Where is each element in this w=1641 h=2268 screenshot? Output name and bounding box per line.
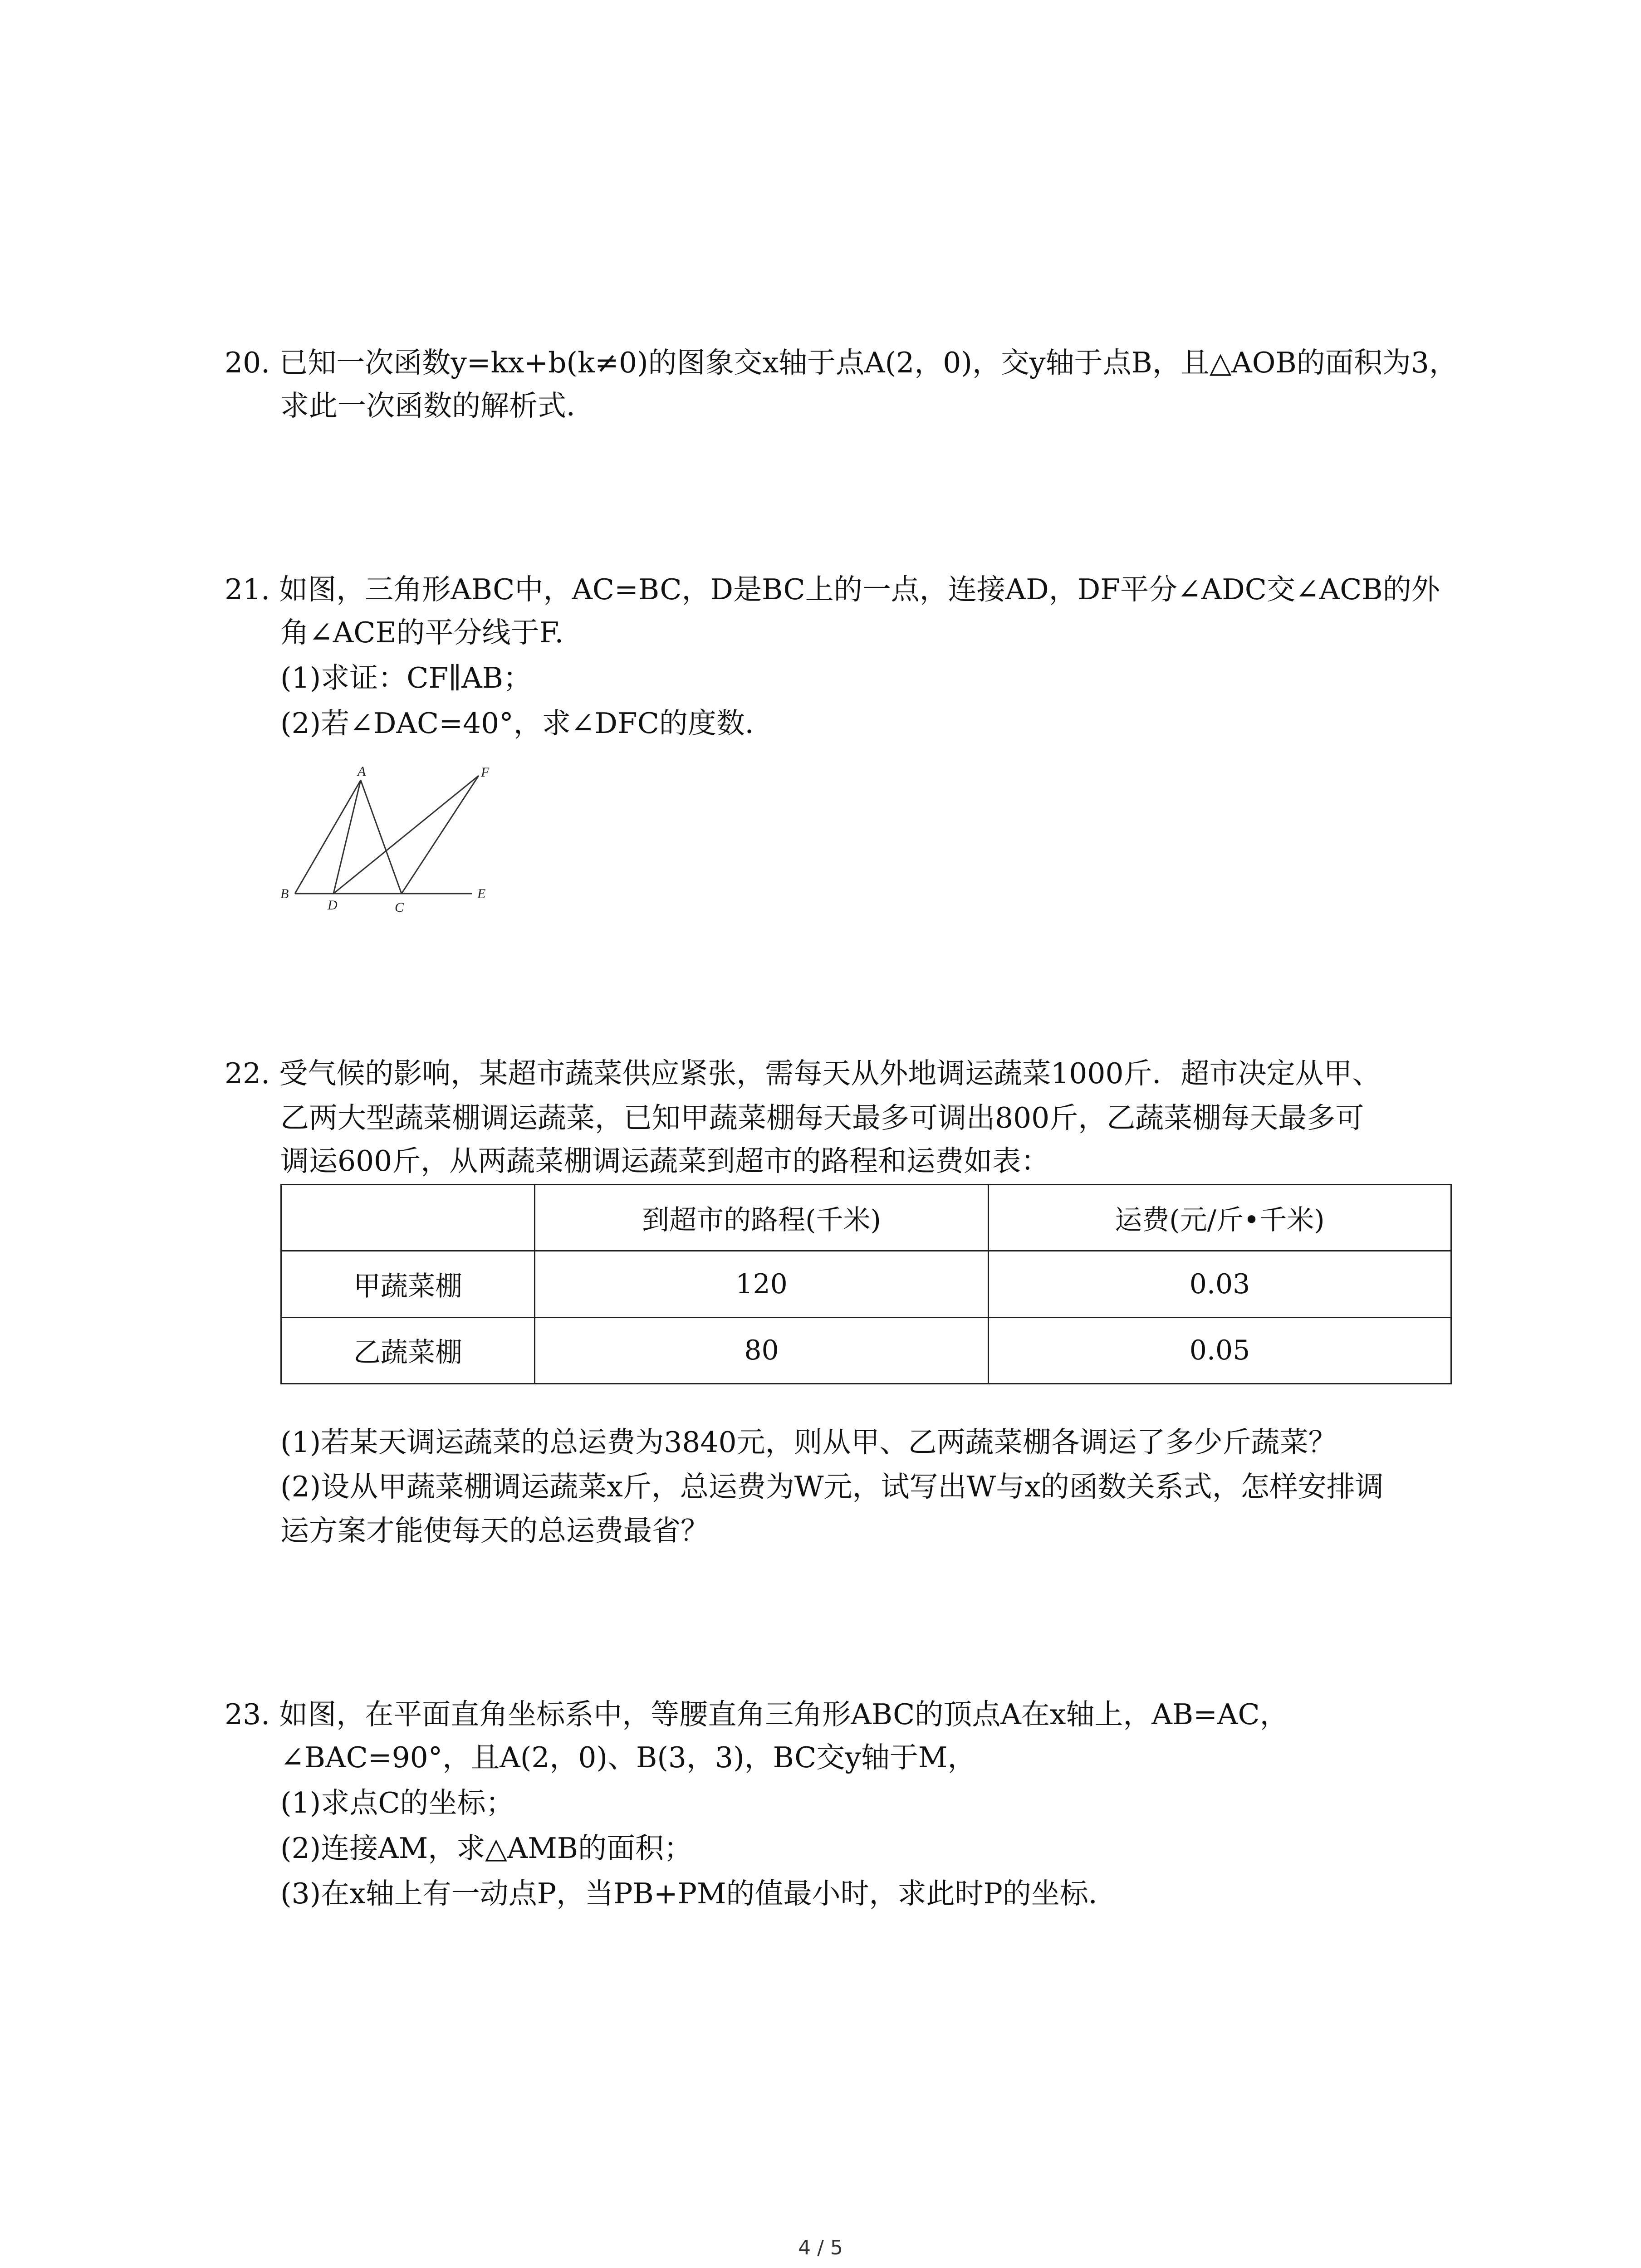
segment-cf: [402, 776, 479, 894]
label-e: E: [477, 886, 486, 901]
q23-line-1: 23. 如图，在平面直角坐标系中，等腰直角三角形ABC的顶点A在x轴上，AB=AC，: [225, 1698, 1288, 1731]
page-number: 4 / 5: [798, 2236, 843, 2259]
table-cell: 120: [535, 1251, 989, 1317]
segment-ac: [361, 780, 402, 894]
table-cell: 乙蔬菜棚: [281, 1317, 535, 1383]
q21-part-1: (1)求证：CF∥AB；: [280, 661, 532, 694]
segment-ad: [333, 780, 361, 894]
table-cell: 0.03: [989, 1251, 1451, 1317]
q22-line-2: 乙两大型蔬菜棚调运蔬菜，已知甲蔬菜棚每天最多可调出800斤，乙蔬菜棚每天最多可: [280, 1101, 1364, 1134]
label-c: C: [395, 900, 404, 915]
table-cell: 80: [535, 1317, 989, 1383]
cost-table: [280, 1184, 1452, 1384]
q22-part-1: (1)若某天调运蔬菜的总运费为3840元，则从甲、乙两蔬菜棚各调运了多少斤蔬菜？: [280, 1426, 1337, 1459]
table-cell: 0.05: [989, 1317, 1451, 1383]
triangle-figure: [272, 762, 508, 916]
segment-df: [333, 776, 479, 894]
q20-line-2: 求此一次函数的解析式．: [280, 389, 595, 422]
q21-part-2: (2)若∠DAC=40°，求∠DFC的度数．: [280, 707, 774, 740]
table-header-row: [281, 1185, 1451, 1251]
table-row: [281, 1251, 1451, 1317]
q20-line-1: 20. 已知一次函数y=kx+b(k≠0)的图象交x轴于点A(2，0)，交y轴于点B，且△AOB的面积为3，: [225, 346, 1458, 379]
q21-line-2: 角∠ACE的平分线于F.: [280, 616, 564, 649]
label-b: B: [280, 886, 289, 901]
table-row: [281, 1317, 1451, 1383]
label-d: D: [328, 898, 338, 913]
q23-part-2: (2)连接AM，求△AMB的面积；: [280, 1832, 692, 1865]
q22-part-2-cont: 运方案才能使每天的总运费最省？: [280, 1514, 709, 1547]
table-header-cell: 到超市的路程(千米): [535, 1185, 989, 1251]
table-header-cell: [281, 1185, 535, 1251]
q23-part-1: (1)求点C的坐标；: [280, 1786, 514, 1819]
q22-line-3: 调运600斤，从两蔬菜棚调运蔬菜到超市的路程和运费如表：: [280, 1144, 1050, 1178]
q23-part-3: (3)在x轴上有一动点P，当PB+PM的值最小时，求此时P的坐标．: [280, 1877, 1117, 1910]
table-header-cell: 运费(元/斤•千米): [989, 1185, 1451, 1251]
segment-ab: [295, 780, 361, 894]
q23-line-2: ∠BAC=90°，且A(2，0)、B(3，3)，BC交y轴于M，: [280, 1741, 976, 1774]
q22-part-2: (2)设从甲蔬菜棚调运蔬菜x斤，总运费为W元，试写出W与x的函数关系式，怎样安排调: [280, 1470, 1384, 1503]
q22-line-1: 22. 受气候的影响，某超市蔬菜供应紧张，需每天从外地调运蔬菜1000斤．超市决定从甲、: [225, 1057, 1381, 1090]
label-f: F: [481, 765, 490, 780]
table-cell: 甲蔬菜棚: [281, 1251, 535, 1317]
label-a: A: [358, 764, 366, 779]
q21-line-1: 21. 如图，三角形ABC中，AC=BC，D是BC上的一点，连接AD，DF平分∠ADC交∠ACB的外: [225, 573, 1440, 606]
